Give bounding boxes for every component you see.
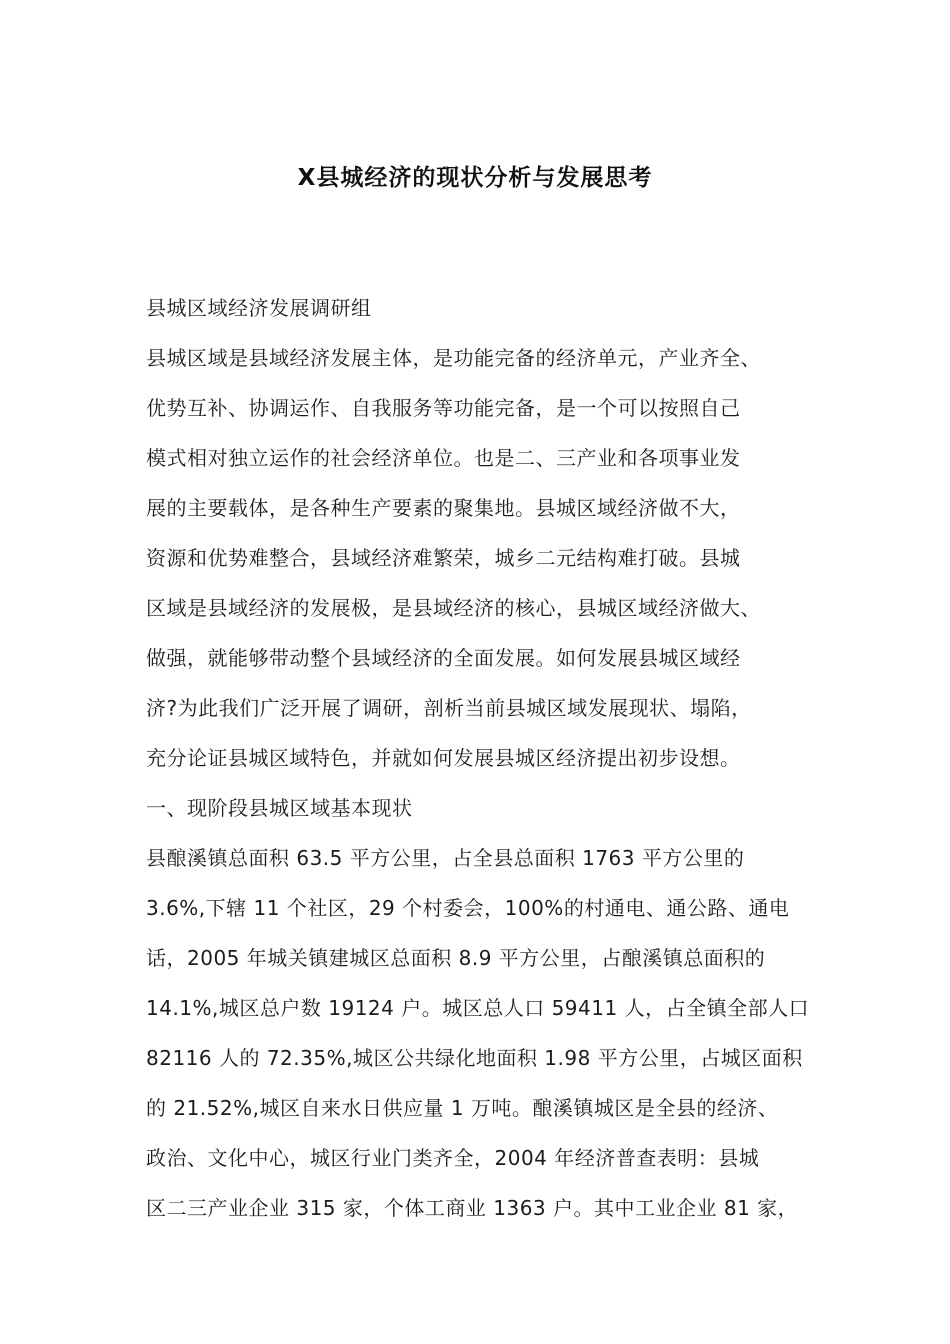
paragraph-1-line-8: 济?为此我们广泛开展了调研，剖析当前县城区域发展现状、塌陷， <box>146 696 752 720</box>
document-title: X县城经济的现状分析与发展思考 <box>297 165 653 191</box>
paragraph-1-line-3: 模式相对独立运作的社会经济单位。也是二、三产业和各项事业发 <box>146 446 741 470</box>
paragraph-1-line-5: 资源和优势难整合，县域经济难繁荣，城乡二元结构难打破。县城 <box>146 546 741 570</box>
paragraph-2-line-8: 区二三产业企业 315 家，个体工商业 1363 户。其中工业企业 81 家， <box>146 1196 799 1220</box>
paragraph-2-line-1: 县酿溪镇总面积 63.5 平方公里，占全县总面积 1763 平方公里的 <box>146 846 745 870</box>
paragraph-1-line-7: 做强，就能够带动整个县域经济的全面发展。如何发展县城区域经 <box>146 646 741 670</box>
paragraph-2-line-5: 82116 人的 72.35%,城区公共绿化地面积 1.98 平方公里，占城区面积 <box>146 1046 803 1070</box>
paragraph-2-line-3: 话，2005 年城关镇建城区总面积 8.9 平方公里，占酿溪镇总面积的 <box>146 946 766 970</box>
paragraph-2-line-6: 的 21.52%,城区自来水日供应量 1 万吨。酿溪镇城区是全县的经济、 <box>146 1096 779 1120</box>
paragraph-1-line-4: 展的主要载体，是各种生产要素的聚集地。县城区域经济做不大， <box>146 496 741 520</box>
document-body <box>146 283 822 1233</box>
author-line: 县城区域经济发展调研组 <box>146 296 372 320</box>
paragraph-2-line-4: 14.1%,城区总户数 19124 户。城区总人口 59411 人，占全镇全部人口 <box>146 996 810 1020</box>
paragraph-1-line-6: 区域是县域经济的发展极，是县域经济的核心，县城区域经济做大、 <box>146 596 761 620</box>
paragraph-2-line-2: 3.6%,下辖 11 个社区，29 个村委会，100%的村通电、通公路、通电 <box>146 896 790 920</box>
paragraph-1-line-9: 充分论证县城区域特色，并就如何发展县城区经济提出初步设想。 <box>146 746 741 770</box>
paragraph-2-line-7: 政治、文化中心，城区行业门类齐全，2004 年经济普查表明：县城 <box>146 1146 760 1170</box>
paragraph-1-line-2: 优势互补、协调运作、自我服务等功能完备，是一个可以按照自己 <box>146 396 741 420</box>
section-1-heading: 一、现阶段县城区域基本现状 <box>146 796 413 820</box>
paragraph-1-line-1: 县城区域是县域经济发展主体，是功能完备的经济单元，产业齐全、 <box>146 346 761 370</box>
